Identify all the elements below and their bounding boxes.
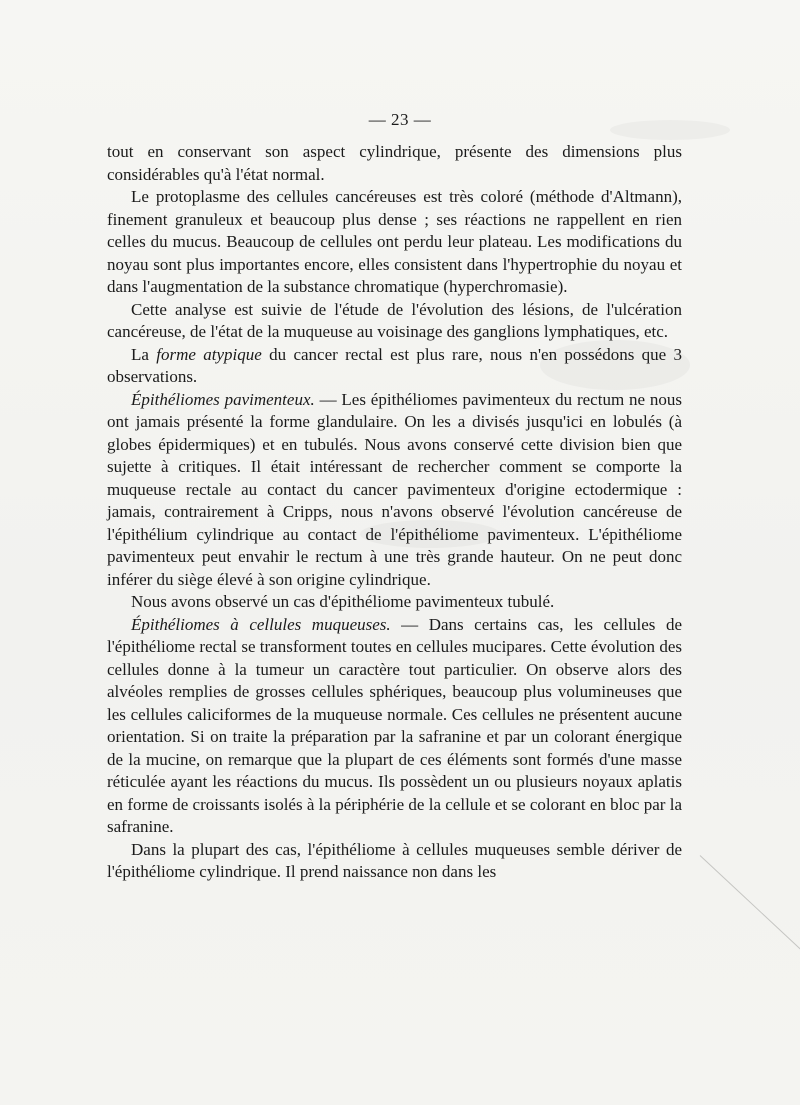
- paragraph-6: Nous avons observé un cas d'épithéliome pavimenteux tubulé.: [131, 592, 555, 611]
- paragraph-2: Le protoplasme des cellules cancéreuses est très coloré (méthode d'Altmann), finement granuleux et beaucoup plus dense ; ses réactions ne rappellent en rien celles du mucus. Beaucoup de cellules ont perdu leur plateau. Les modifications du noyau sont plus importantes encore, elles consistent dans l'hypertrophie du noyau et dans l'augmentation de la substance chromatique (hyperchromasie).: [107, 187, 682, 296]
- paragraph-5-text: — Les épithéliomes pavimenteux du rectum ne nous ont jamais présenté la forme glandulaire. On les a divisés jusqu'ici en lobulés (à globes épidermiques) et en tubulés. Nous avons conservé cette division bien que sujette à critiques. Il était intéressant de rechercher comment se comporte la muqueuse rectale au contact du cancer pavimenteux d'origine ectodermique : jamais, contrairement à Cripps, nous n'avons observé l'évolution cancéreuse de l'épithélium cylindrique au contact de l'épithéliome pavimenteux. L'épithéliome pavimenteux peut envahir le rectum à une très grande hauteur. On ne peut donc inférer du siège élevé à son origine cylindrique.: [107, 389, 682, 589]
- paragraph-8: Dans la plupart des cas, l'épithéliome à cellules muqueuses semble dériver de l'épithéliome cylindrique. Il prend naissance non dans les: [107, 839, 682, 881]
- paragraph-4-prefix: La: [131, 344, 157, 364]
- paragraph-3: Cette analyse est suivie de l'étude de l'évolution des lésions, de l'ulcération cancéreuse, de l'état de la muqueuse au voisinage des ganglions lymphatiques, etc.: [107, 299, 682, 341]
- paragraph-7-heading: Épithéliomes à cellules muqueuses.: [131, 614, 391, 634]
- document-body: [107, 141, 682, 884]
- paragraph-7-text: — Dans certains cas, les cellules de l'épithéliome rectal se transforment toutes en cellules mucipares. Cette évolution des cellules donne à la tumeur un caractère tout particulier. On observe alors des alvéoles remplies de grosses cellules sphériques, beaucoup plus volumineuses que les cellules caliciformes de la muqueuse normale. Ces cellules ne présentent aucune orientation. Si on traite la préparation par la safranine et par un colorant énergique de la mucine, on remarque que la plupart de ces éléments sont formés d'une masse réticulée ayant les réactions du mucus. Ils possèdent un ou plusieurs noyaux aplatis en forme de croissants isolés à la périphérie de la cellule et se colorant en bloc par la safranine.: [107, 614, 682, 836]
- paragraph-4-italic: forme atypique: [156, 344, 262, 364]
- paragraph-5-heading: Épithéliomes pavimenteux.: [131, 389, 315, 409]
- paragraph-4: [107, 344, 682, 389]
- paper-crease-line: [700, 855, 800, 965]
- paragraph-1: tout en conservant son aspect cylindrique, présente des dimensions plus considérables qu'à l'état normal.: [107, 142, 682, 184]
- page-number: — 23 —: [368, 110, 432, 129]
- paragraph-7: [107, 614, 682, 839]
- paragraph-5: [107, 389, 682, 592]
- paragraph-4-suffix: du cancer rectal est plus rare, nous n'en possédons que 3 observations.: [107, 344, 683, 386]
